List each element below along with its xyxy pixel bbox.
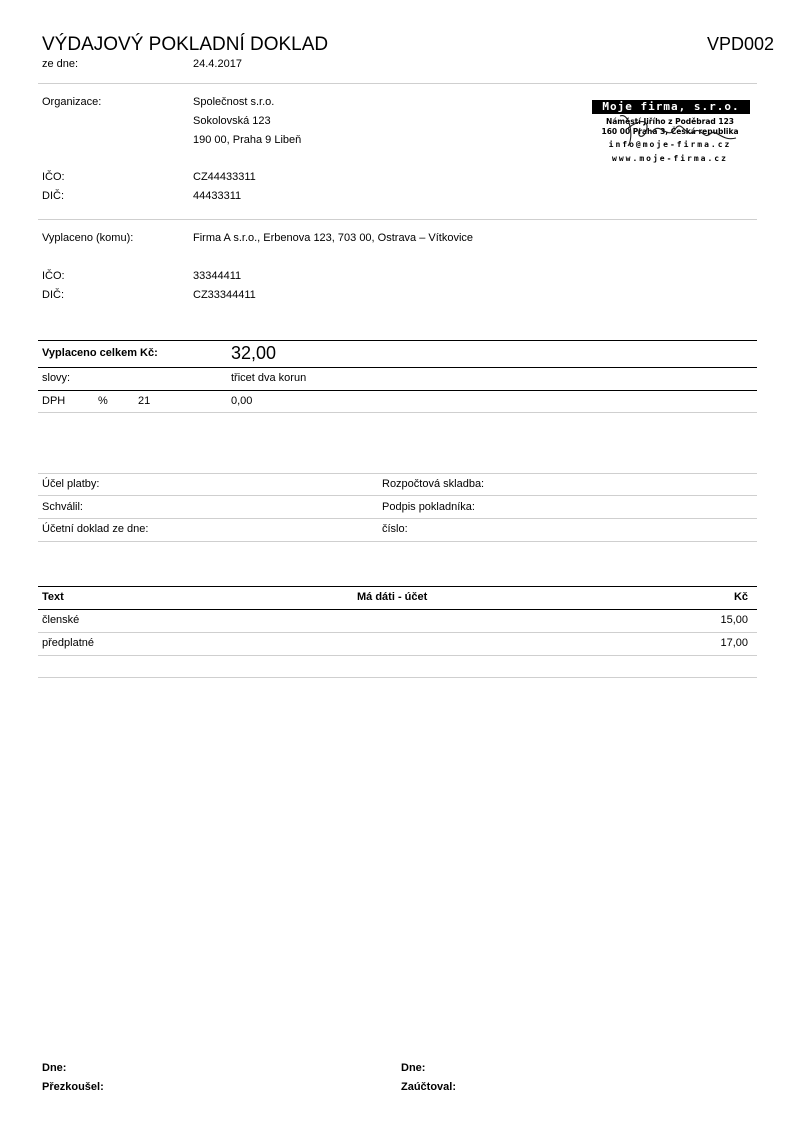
divider [38,677,757,678]
organization-label: Organizace: [42,96,102,108]
vat-value: 0,00 [231,395,253,407]
organization-ico-value: CZ44433311 [193,171,256,183]
divider [38,83,757,84]
divider [38,473,757,474]
stamp-city: 160 00 Praha 3, Česká republika [601,127,739,136]
paid-to-value: Firma A s.r.o., Erbenova 123, 703 00, Ostrava – Vítkovice [193,232,474,244]
purpose-label: Účel platby: [42,478,100,490]
paid-to-label: Vyplaceno (komu): [42,232,134,244]
footer-posted-by: Zaúčtoval: [401,1081,457,1093]
company-stamp [590,98,750,168]
divider [38,412,757,413]
total-value: 32,00 [231,343,277,363]
vat-percent-sign: % [98,395,108,407]
organization-dic-label: DIČ: [42,190,64,202]
items-header-account: Má dáti - účet [357,591,428,603]
divider [38,655,757,656]
divider [38,367,757,368]
items-header-text: Text [42,591,64,603]
organization-dic-value: 44433311 [193,190,242,202]
vat-label: DPH [42,395,66,407]
item-text: předplatné [42,637,94,649]
date-value: 24.4.2017 [193,58,242,70]
approved-label: Schválil: [42,501,83,513]
stamp-email: info@moje-firma.cz [608,140,732,149]
items-header-amount: Kč [733,591,748,603]
divider [38,632,757,633]
paid-to-dic-label: DIČ: [42,289,64,301]
footer-date-right: Dne: [401,1062,426,1074]
divider [38,518,757,519]
footer-checked-by: Přezkoušel: [42,1081,104,1093]
paid-to-ico-value: 33344411 [193,270,242,282]
stamp-company-name: Moje firma, s.r.o. [592,100,750,114]
stamp-web: www.moje-firma.cz [612,154,728,163]
footer-date-left: Dne: [42,1062,67,1074]
paid-to-dic-value: CZ33344411 [193,289,256,301]
organization-ico-label: IČO: [42,171,65,183]
divider [38,390,757,391]
organization-name: Společnost s.r.o. [193,96,275,108]
organization-street: Sokolovská 123 [193,115,271,127]
cashier-sign-label: Podpis pokladníka: [382,501,475,513]
divider [38,219,757,220]
paid-to-ico-label: IČO: [42,270,65,282]
document-number: VPD002 [706,34,774,54]
date-label: ze dne: [42,58,79,70]
stamp-address: Náměstí Jiřího z Poděbrad 123 [605,117,735,126]
vat-rate: 21 [138,395,151,407]
signature-scribble [590,98,750,168]
words-value: třicet dva korun [231,372,307,384]
item-amount: 17,00 [720,637,748,649]
item-text: členské [42,614,80,626]
divider [38,541,757,542]
divider [38,340,757,341]
divider [38,586,757,587]
item-amount: 15,00 [720,614,748,626]
document-title: VÝDAJOVÝ POKLADNÍ DOKLAD [42,34,329,55]
divider [38,495,757,496]
total-label: Vyplaceno celkem Kč: [42,347,158,359]
divider [38,609,757,610]
number-label: číslo: [382,523,408,535]
words-label: slovy: [42,372,71,384]
organization-city: 190 00, Praha 9 Libeň [193,134,302,146]
budget-label: Rozpočtová skladba: [382,478,485,490]
accounting-doc-label: Účetní doklad ze dne: [42,523,149,535]
